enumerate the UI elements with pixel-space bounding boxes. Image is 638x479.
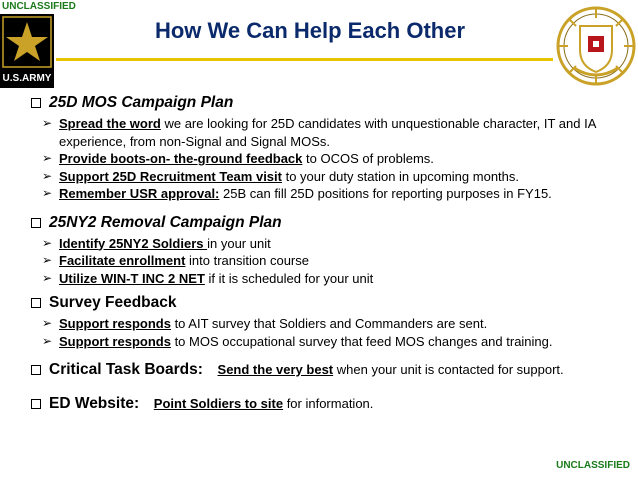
section-heading: 25D MOS Campaign Plan — [49, 94, 234, 111]
section-heading: Survey Feedback — [49, 294, 177, 311]
arrow-bullet-icon: ➢ — [42, 116, 53, 130]
section-inline-highlight: Point Soldiers to site — [153, 396, 284, 411]
section-inline-text: for information. — [283, 396, 374, 411]
list-item — [42, 150, 631, 168]
item-text: we are looking for 25D candidates with unquestionable character, IT and IA experience, from non-Signal and Signal MOSs. — [59, 116, 596, 149]
list-item — [42, 235, 631, 253]
item-text: if it is scheduled for your unit — [204, 270, 374, 286]
item-text: 25B can fill 25D positions for reporting purposes in FY15. — [219, 186, 552, 201]
list-item — [42, 333, 631, 351]
section-items — [42, 235, 631, 288]
item-highlight: Support responds — [59, 333, 171, 349]
section-heading: ED Website: — [49, 395, 140, 412]
content — [31, 93, 631, 414]
section-inline-text: when your unit is contacted for support. — [333, 362, 564, 377]
arrow-bullet-icon: ➢ — [42, 316, 53, 330]
item-text: to MOS occupational survey that feed MOS changes and training. — [170, 333, 553, 349]
section-items — [42, 115, 631, 203]
arrow-bullet-icon: ➢ — [42, 186, 53, 200]
section-survey-feedback — [31, 293, 631, 313]
classification-top: UNCLASSIFIED — [2, 1, 76, 12]
section-items — [42, 315, 631, 350]
list-item — [42, 270, 631, 288]
item-text: into transition course — [185, 253, 309, 268]
list-item — [42, 252, 631, 270]
arrow-bullet-icon: ➢ — [42, 333, 53, 348]
arrow-bullet-icon: ➢ — [42, 270, 53, 285]
arrow-bullet-icon: ➢ — [42, 253, 53, 267]
section-25d-campaign — [31, 93, 631, 113]
army-logo-text: U.S.ARMY — [2, 73, 52, 84]
item-highlight: Spread the word — [59, 116, 161, 131]
item-text: in your unit — [207, 235, 271, 251]
list-item — [42, 115, 631, 150]
list-item — [42, 315, 631, 333]
item-highlight: Support 25D Recruitment Team visit — [59, 168, 282, 184]
checkbox-bullet-icon — [31, 98, 41, 108]
item-highlight: Utilize WIN-T INC 2 NET — [59, 270, 205, 286]
checkbox-bullet-icon — [31, 365, 41, 375]
army-logo — [0, 14, 54, 88]
item-text: to OCOS of problems. — [302, 151, 434, 166]
section-critical-task-boards — [31, 360, 631, 380]
arrow-bullet-icon: ➢ — [42, 168, 53, 183]
header-rule — [56, 58, 553, 61]
item-highlight: Support responds — [59, 316, 171, 331]
checkbox-bullet-icon — [31, 218, 41, 228]
list-item — [42, 168, 631, 186]
section-heading: Critical Task Boards: — [49, 361, 203, 378]
checkbox-bullet-icon — [31, 298, 41, 308]
item-highlight: Facilitate enrollment — [59, 253, 186, 268]
item-highlight: Provide boots-on- the-ground feedback — [59, 151, 303, 166]
item-highlight: Identify 25NY2 Soldiers — [59, 235, 208, 251]
list-item — [42, 185, 631, 203]
section-inline-highlight: Send the very best — [217, 362, 334, 377]
arrow-bullet-icon: ➢ — [42, 235, 53, 250]
page-title: How We Can Help Each Other — [154, 18, 466, 43]
item-text: to AIT survey that Soldiers and Commanders are sent. — [170, 316, 488, 331]
item-highlight: Remember USR approval: — [59, 186, 220, 201]
section-25ny2-campaign — [31, 213, 631, 233]
signal-corps-crest-icon — [554, 4, 638, 88]
section-ed-website — [31, 394, 631, 414]
section-heading: 25NY2 Removal Campaign Plan — [49, 213, 282, 231]
classification-bottom: UNCLASSIFIED — [556, 460, 630, 471]
item-text: to your duty station in upcoming months. — [281, 168, 519, 184]
checkbox-bullet-icon — [31, 399, 41, 409]
arrow-bullet-icon: ➢ — [42, 151, 53, 165]
